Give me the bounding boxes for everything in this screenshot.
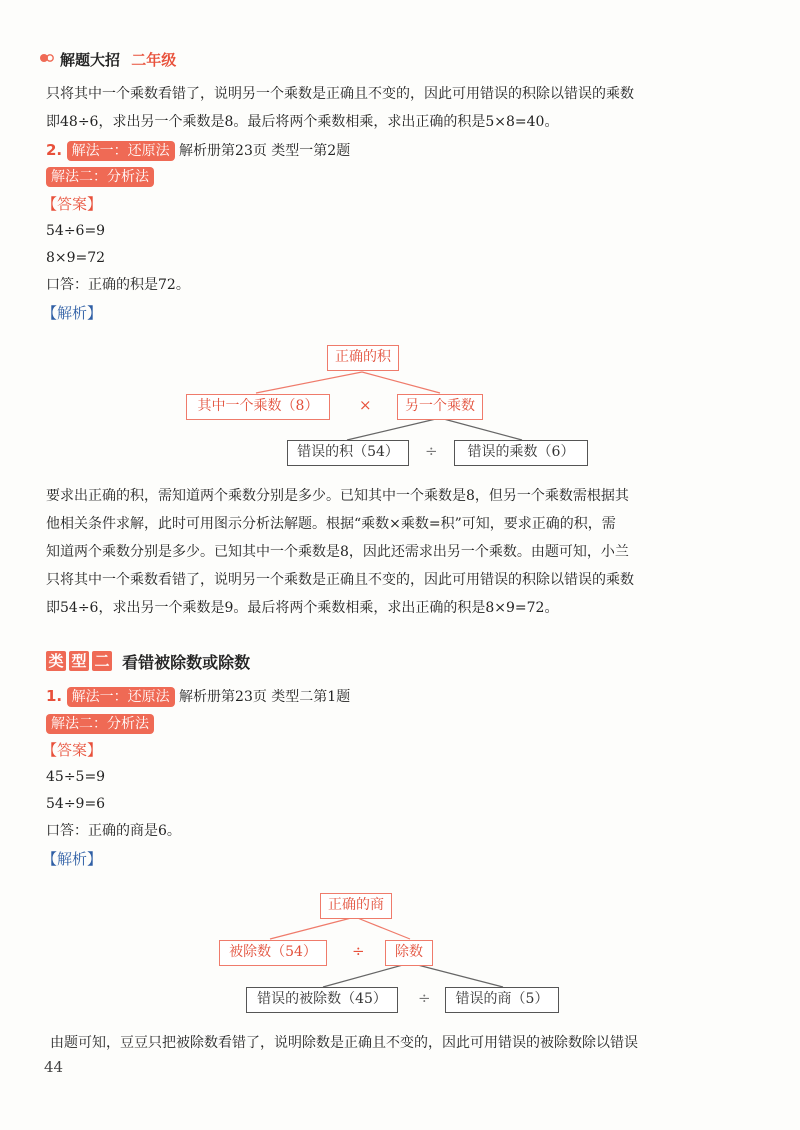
diagram2-right-box: 除数: [385, 940, 433, 966]
diagram1-bottom-left-box: 错误的积（54）: [287, 440, 409, 466]
para2-line-3: 知道两个乘数分别是多少。已知其中一个乘数是8，因此还需求出另一个乘数。由题可知，小兰: [46, 544, 629, 560]
q2-answer-line-1: 54÷6=9: [46, 223, 106, 239]
type2-mark-2: 型: [69, 651, 89, 671]
q1-answer-line-3: 口答：正确的商是6。: [46, 823, 181, 839]
diagram1-right-box: 另一个乘数: [397, 394, 483, 420]
q2-number: 2.: [46, 141, 63, 159]
q2-method1-tag: 解法一：还原法: [67, 141, 175, 161]
q2-reference: 解析册第23页 类型一第2题: [179, 143, 351, 159]
para2-line-2: 他相关条件求解，此时可用图示分析法解题。根据“乘数×乘数=积”可知，要求正确的积，需: [46, 516, 616, 532]
sec1-line-2: 即48÷6，求出另一个乘数是8。最后将两个乘数相乘，求出正确的积是5×8=40。: [46, 114, 559, 130]
q1-method2-tag: 解法二：分析法: [46, 714, 154, 734]
q1-answer-line-2: 54÷9=6: [46, 796, 106, 812]
type2-title: 看错被除数或除数: [122, 653, 251, 672]
diagram2-left-box: 被除数（54）: [219, 940, 327, 966]
q1-number: 1.: [46, 687, 63, 705]
q2-answer-line-3: 口答：正确的积是72。: [46, 277, 190, 293]
diagram2-bottom-left-box: 错误的被除数（45）: [246, 987, 398, 1013]
q2-answer-line-2: 8×9=72: [46, 250, 106, 266]
header-grade: 二年级: [131, 51, 177, 69]
diagram1-bottom-right-box: 错误的乘数（6）: [454, 440, 588, 466]
q1-reference: 解析册第23页 类型二第1题: [179, 689, 351, 705]
para3-line: 由题可知，豆豆只把被除数看错了，说明除数是正确且不变的，因此可用错误的被除数除以错误: [50, 1035, 638, 1051]
type2-mark-1: 类: [46, 651, 66, 671]
header-title: 解题大招: [60, 51, 121, 69]
diagram1-op-mid: ×: [359, 396, 372, 414]
diagram2-op-mid: ÷: [352, 942, 365, 960]
diagram2-op-bottom: ÷: [418, 989, 431, 1007]
q1-answer-line-1: 45÷5=9: [46, 769, 106, 785]
q1-method1-tag: 解法一：还原法: [67, 687, 175, 707]
q2-analysis-label: 【解析】: [42, 304, 103, 322]
para2-line-4: 只将其中一个乘数看错了，说明另一个乘数是正确且不变的，因此可用错误的积除以错误的乘数: [46, 572, 634, 588]
diagram2-bottom-right-box: 错误的商（5）: [445, 987, 559, 1013]
q1-analysis-label: 【解析】: [42, 850, 103, 868]
para2-line-5: 即54÷6，求出另一个乘数是9。最后将两个乘数相乘，求出正确的积是8×9=72。: [46, 600, 559, 616]
q2-answer-label: 【答案】: [42, 195, 103, 213]
q2-method2-tag: 解法二：分析法: [46, 167, 154, 187]
diagram2-top-box: 正确的商: [320, 893, 392, 919]
sec1-line-1: 只将其中一个乘数看错了，说明另一个乘数是正确且不变的，因此可用错误的积除以错误的乘数: [46, 86, 634, 102]
diagram1-top-box: 正确的积: [327, 345, 399, 371]
type2-mark-3: 二: [92, 651, 112, 671]
diagram1-op-bottom: ÷: [425, 442, 438, 460]
para2-line-1: 要求出正确的积，需知道两个乘数分别是多少。已知其中一个乘数是8，但另一个乘数需根据其: [46, 488, 629, 504]
diagram1-left-box: 其中一个乘数（8）: [186, 394, 330, 420]
q1-answer-label: 【答案】: [42, 741, 103, 759]
page-number: 44: [44, 1058, 64, 1076]
